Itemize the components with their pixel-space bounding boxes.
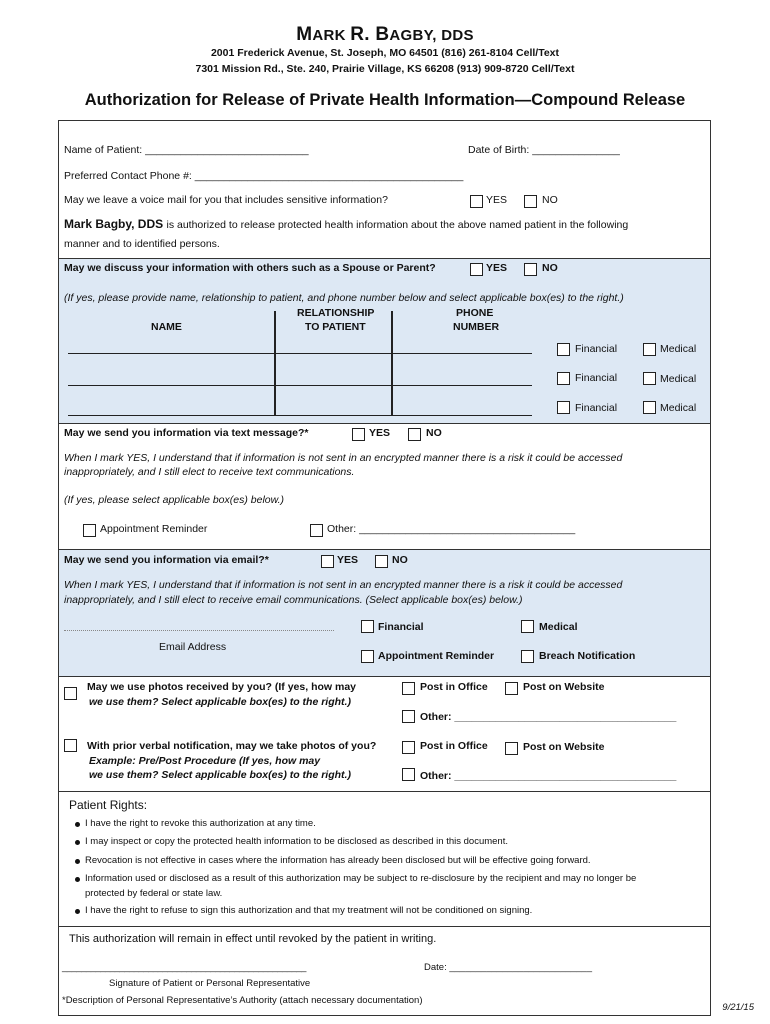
right-item-2: I may inspect or copy the protected health information to be disclosed as described in this document.: [85, 836, 508, 847]
authorization-text: manner and to identified persons.: [64, 238, 220, 250]
photos-take-checkbox[interactable]: [64, 739, 77, 752]
q1-post-office-checkbox[interactable]: [402, 682, 415, 695]
address-line-2: 7301 Mission Rd., Ste. 240, Prairie Village, KS 66208 (913) 909-8720 Cell/Text: [195, 63, 575, 75]
post-office-label: Post in Office: [420, 681, 488, 693]
right-item-1: I have the right to revoke this authorization at any time.: [85, 818, 316, 829]
no-label: NO: [426, 427, 442, 439]
representative-authority: *Description of Personal Representative’s Authority (attach necessary documentation): [62, 995, 423, 1006]
bullet: [75, 859, 80, 864]
no-label: NO: [392, 554, 408, 566]
row1-medical-checkbox[interactable]: [643, 343, 656, 356]
right-item-5: I have the right to refuse to sign this authorization and that my treatment will not be conditioned on signing.: [85, 905, 533, 916]
post-web-label: Post on Website: [523, 681, 605, 693]
yes-label: YES: [486, 194, 508, 206]
email-address-line[interactable]: [64, 630, 334, 631]
form-title: Authorization for Release of Private Health Information—Compound Release: [84, 91, 686, 109]
contact-row-1-line[interactable]: [68, 353, 532, 354]
breach-label: Breach Notification: [539, 650, 636, 662]
col-relationship-1: RELATIONSHIP: [297, 307, 375, 319]
row3-financial-checkbox[interactable]: [557, 401, 570, 414]
phone-field[interactable]: Preferred Contact Phone #: ______________________________________________: [64, 170, 464, 182]
text-message-section: [58, 423, 711, 550]
yes-label: YES: [337, 554, 359, 566]
contact-row-3-line[interactable]: [68, 415, 532, 416]
email-question: May we send you information via email?*: [64, 554, 269, 566]
post-web-label: Post on Website: [523, 741, 605, 753]
right-item-4: Information used or disclosed as a result of this authorization may be subject to re-disclosure by the recipient and may no longer be: [85, 873, 637, 884]
yes-label: YES: [486, 262, 508, 274]
row1-financial-checkbox[interactable]: [557, 343, 570, 356]
email-notice-2: inappropriately, and I still elect to receive email communications. (Select applicable box(es) below.): [64, 594, 523, 606]
no-label: NO: [542, 194, 558, 206]
yes-label: YES: [369, 427, 391, 439]
q1-other-field[interactable]: Other: ______________________________________: [420, 711, 677, 723]
practice-name: MARK R. BAGBY, DDS: [296, 24, 474, 45]
col-phone-1: PHONE: [456, 307, 494, 319]
medical-label: Medical: [660, 343, 697, 355]
photos-q1-line1: May we use photos received by you? (If yes, how may: [87, 681, 356, 693]
bullet: [75, 877, 80, 882]
email-notice-1: When I mark YES, I understand that if information is not sent in an encrypted manner there is a risk it could be accessed: [64, 579, 623, 591]
right-item-4-cont: protected by federal or state law.: [85, 888, 223, 899]
bullet: [75, 840, 80, 845]
q1-post-web-checkbox[interactable]: [505, 682, 518, 695]
photos-received-checkbox[interactable]: [64, 687, 77, 700]
discuss-with-others-section: [58, 258, 711, 424]
signature-label: Signature of Patient or Personal Representative: [109, 978, 311, 989]
email-section: [58, 549, 711, 677]
photos-q2-line1: With prior verbal notification, may we take photos of you?: [87, 740, 377, 752]
discuss-instruction: (If yes, please provide name, relationship to patient, and phone number below and select applicable box(es) to the right.): [64, 292, 624, 304]
patient-name-field[interactable]: Name of Patient: ____________________________: [64, 144, 309, 156]
row2-financial-checkbox[interactable]: [557, 372, 570, 385]
post-office-label: Post in Office: [420, 740, 488, 752]
discuss-yes-checkbox[interactable]: [470, 263, 483, 276]
photos-q2-line3: we use them? Select applicable box(es) to the right.): [89, 769, 351, 781]
financial-label: Financial: [575, 372, 618, 384]
right-item-3: Revocation is not effective in cases where the information has already been disclosed but will be effective going forward.: [85, 855, 591, 866]
patient-rights-section: [58, 791, 711, 927]
row2-medical-checkbox[interactable]: [643, 372, 656, 385]
discuss-no-checkbox[interactable]: [524, 263, 537, 276]
contact-row-2-line[interactable]: [68, 385, 532, 386]
q1-other-checkbox[interactable]: [402, 710, 415, 723]
medical-label: Medical: [660, 402, 697, 414]
text-notice-1: When I mark YES, I understand that if information is not sent in an encrypted manner there is a risk it could be accessed: [64, 452, 623, 464]
text-other-checkbox[interactable]: [310, 524, 323, 537]
q2-other-field[interactable]: Other: ______________________________________: [420, 770, 677, 782]
text-no-checkbox[interactable]: [408, 428, 421, 441]
date-field[interactable]: Date: ___________________________: [424, 962, 592, 973]
voicemail-no-checkbox[interactable]: [524, 195, 537, 208]
bullet: [75, 909, 80, 914]
bullet: [75, 822, 80, 827]
appt-label: Appointment Reminder: [100, 523, 208, 535]
signature-section: [58, 926, 711, 1016]
photos-q2-line2: Example: Pre/Post Procedure (If yes, how may: [89, 755, 321, 767]
email-address-label: Email Address: [159, 641, 227, 653]
email-appt-checkbox[interactable]: [361, 650, 374, 663]
email-medical-checkbox[interactable]: [521, 620, 534, 633]
remain-text: This authorization will remain in effect until revoked by the patient in writing.: [69, 933, 437, 945]
patient-info-section: [58, 120, 711, 259]
financial-label: Financial: [575, 402, 618, 414]
medical-label: Medical: [660, 373, 697, 385]
q2-post-office-checkbox[interactable]: [402, 741, 415, 754]
column-divider: [391, 311, 393, 415]
text-yes-checkbox[interactable]: [352, 428, 365, 441]
column-divider: [274, 311, 276, 415]
row3-medical-checkbox[interactable]: [643, 401, 656, 414]
text-notice-2: inappropriately, and I still elect to receive text communications.: [64, 466, 355, 478]
q2-other-checkbox[interactable]: [402, 768, 415, 781]
text-instruction: (If yes, please select applicable box(es) below.): [64, 494, 285, 506]
address-line-1: 2001 Frederick Avenue, St. Joseph, MO 64501 (816) 261-8104 Cell/Text: [210, 47, 560, 59]
text-appt-checkbox[interactable]: [83, 524, 96, 537]
email-breach-checkbox[interactable]: [521, 650, 534, 663]
dentist-name: Mark Bagby, DDS is authorized to release protected health information about the above named patient in the following: [64, 217, 629, 231]
email-financial-checkbox[interactable]: [361, 620, 374, 633]
dob-field[interactable]: Date of Birth: _______________: [468, 144, 620, 156]
appt-label: Appointment Reminder: [378, 650, 495, 662]
signature-line[interactable]: ___________________________________________________: [62, 962, 306, 973]
photos-q1-line2: we use them? Select applicable box(es) to the right.): [89, 696, 351, 708]
no-label: NO: [542, 262, 558, 274]
col-phone-2: NUMBER: [453, 321, 500, 333]
text-other-field[interactable]: Other: _____________________________________: [327, 523, 576, 535]
photos-section: [58, 676, 711, 792]
col-relationship-2: TO PATIENT: [305, 321, 366, 333]
revision-date: 9/21/15: [722, 1002, 754, 1013]
q2-post-web-checkbox[interactable]: [505, 742, 518, 755]
text-question: May we send you information via text message?*: [64, 427, 309, 439]
rights-heading: Patient Rights:: [69, 798, 148, 812]
financial-label: Financial: [378, 621, 424, 633]
voicemail-yes-checkbox[interactable]: [470, 195, 483, 208]
discuss-question: May we discuss your information with others such as a Spouse or Parent?: [64, 262, 436, 274]
medical-label: Medical: [539, 621, 578, 633]
col-name: NAME: [151, 321, 182, 333]
voicemail-question: May we leave a voice mail for you that includes sensitive information?: [64, 194, 388, 206]
email-yes-checkbox[interactable]: [321, 555, 334, 568]
email-no-checkbox[interactable]: [375, 555, 388, 568]
financial-label: Financial: [575, 343, 618, 355]
